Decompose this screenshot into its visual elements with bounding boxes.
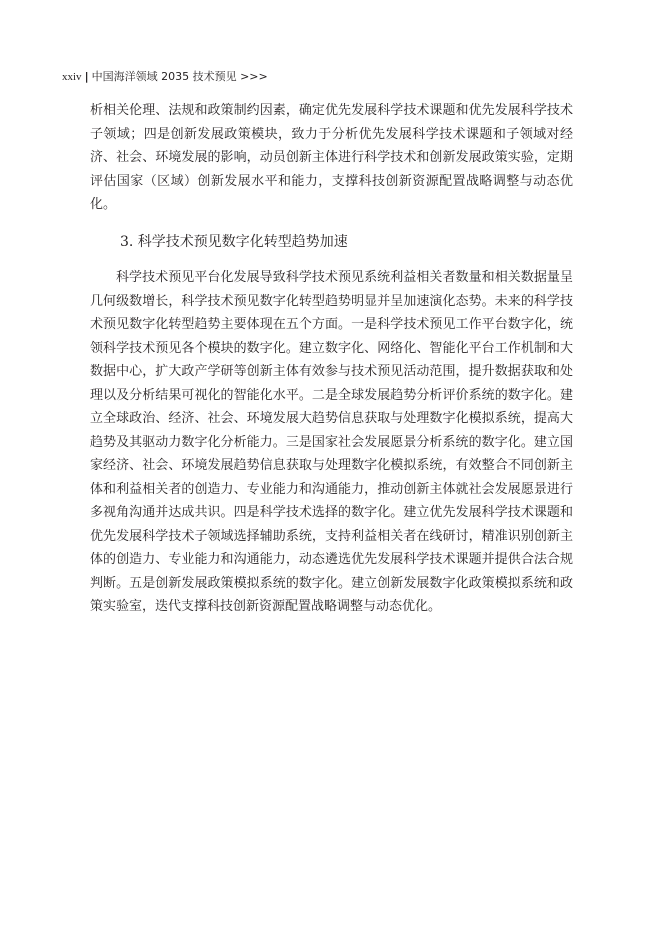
header-separator: | [84, 70, 89, 83]
continued-paragraph: 析相关伦理、法规和政策制约因素，确定优先发展科学技术课题和优先发展科学技术子领域；四是创新发展政策模块，致力于分析优先发展科学技术课题和子领域对经济、社会、环境发展的影响，动员创新主体进行科学技术和创新发展政策实验，定期评估国家（区域）创新发展水平和能力，支撑科技创新资源配置战略调整与动态优化。 [90, 103, 573, 212]
section-heading: 3. 科学技术预见数字化转型趋势加速 [120, 234, 348, 250]
main-paragraph: 科学技术预见平台化发展导致科学技术预见系统利益相关者数量和相关数据量呈几何级数增长，科学技术预见数字化转型趋势明显并呈加速演化态势。未来的科学技术预见数字化转型趋势主要体现在五个方面。一是科学技术预见工作平台数字化，统领科学技术预见各个模块的数字化。建立数字化、网络化、智能化平台工作机制和大数据中心，扩大政产学研等创新主体有效参与技术预见活动范围，提升数据获取和处理以及分析结果可视化的智能化水平。二是全球发展趋势分析评价系统的数字化。建立全球政治、经济、社会、环境发展大趋势信息获取与处理数字化模拟系统，提高大趋势及其驱动力数字化分析能力。三是国家社会发展愿景分析系统的数字化。建立国家经济、社会、环境发展趋势信息获取与处理数字化模拟系统，有效整合不同创新主体和利益相关者的创造力、专业能力和沟通能力，推动创新主体就社会发展愿景进行多视角沟通并达成共识。四是科学技术选择的数字化。建立优先发展科学技术课题和优先发展科学技术子领域选择辅助系统，支持利益相关者在线研讨，精准识别创新主体的创造力、专业能力和沟通能力，动态遴选优先发展科学技术课题并提供合法合规判断。五是创新发展政策模拟系统的数字化。建立创新发展数字化政策模拟系统和政策实验室，迭代支撑科技创新资源配置战略调整与动态优化。 [90, 270, 573, 614]
page-number: xxiv [62, 71, 82, 83]
book-title: 中国海洋领域 2035 技术预见 >>> [91, 70, 268, 83]
running-header [62, 70, 268, 84]
